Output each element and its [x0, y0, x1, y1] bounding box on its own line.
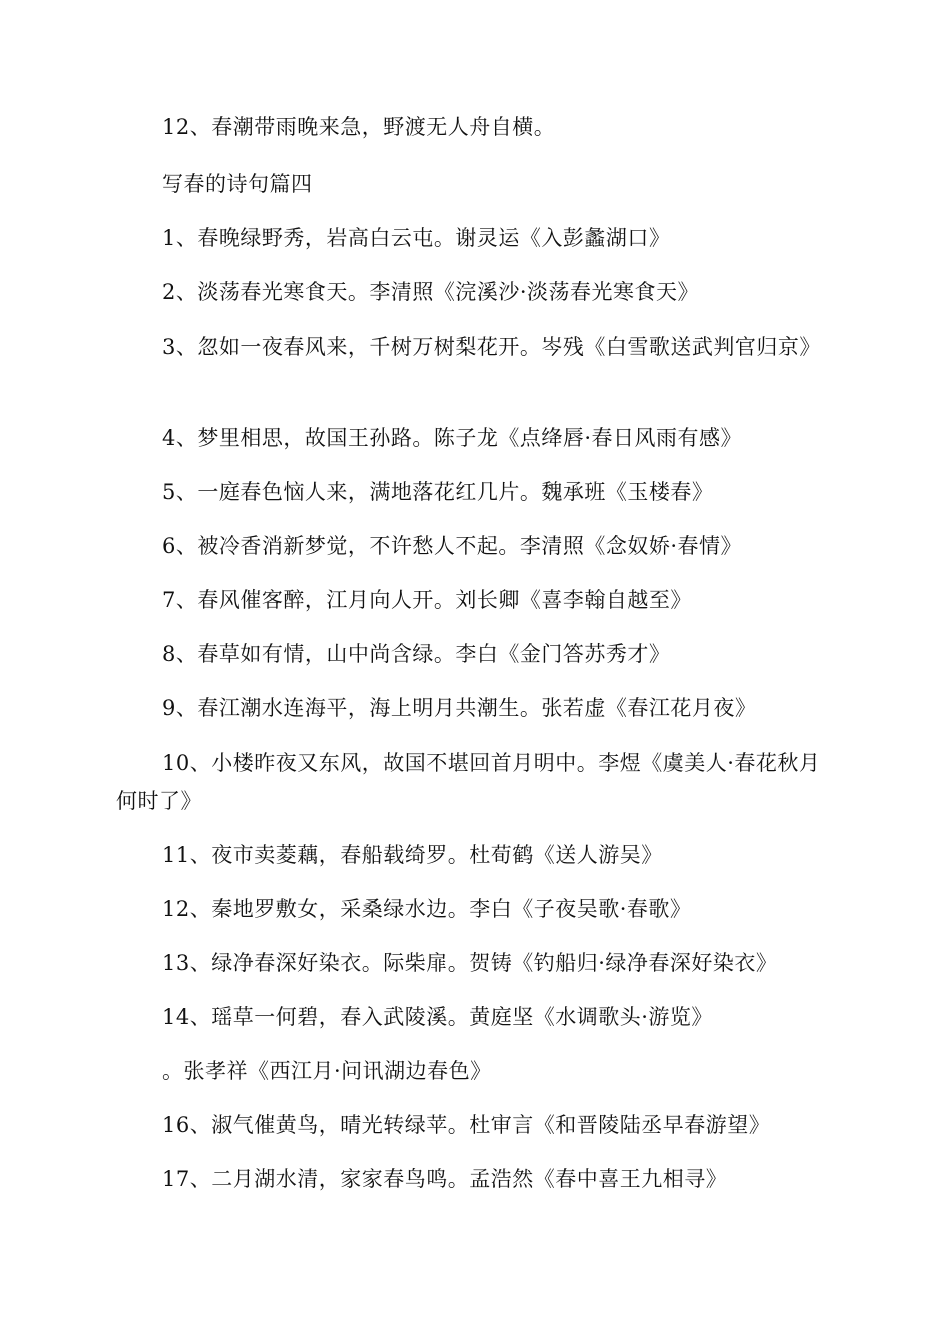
poem-line-16: 16、淑气催黄鸟，晴光转绿苹。杜审言《和晋陵陆丞早春游望》: [162, 1113, 771, 1137]
poem-line-10: 10、小楼昨夜又东风，故国不堪回首月明中。李煜《虞美人·春花秋月何时了》: [116, 751, 821, 813]
poem-line-4: 4、梦里相思，故国王孙路。陈子龙《点绛唇·春日风雨有感》: [162, 426, 743, 450]
poem-line-12: 12、秦地罗敷女，采桑绿水边。李白《子夜吴歌·春歌》: [162, 897, 692, 921]
poem-line-17: 17、二月湖水清，家家春鸟鸣。孟浩然《春中喜王九相寻》: [162, 1167, 728, 1191]
poem-line-8: 8、春草如有情，山中尚含绿。李白《金门答苏秀才》: [162, 642, 671, 666]
poem-line-6: 6、被冷香消新梦觉，不许愁人不起。李清照《念奴娇·春情》: [162, 534, 743, 558]
poem-line-5: 5、一庭春色恼人来，满地落花红几片。魏承班《玉楼春》: [162, 480, 714, 504]
poem-line-7: 7、春风催客醉，江月向人开。刘长卿《喜李翰自越至》: [162, 588, 692, 612]
poem-line-15: 。张孝祥《西江月·问讯湖边春色》: [162, 1059, 492, 1083]
poem-line-9: 9、春江潮水连海平，海上明月共潮生。张若虚《春江花月夜》: [162, 696, 757, 720]
poem-line-13: 13、绿净春深好染衣。际柴扉。贺铸《钓船归·绿净春深好染衣》: [162, 951, 778, 975]
poem-line-12-prev: 12、春潮带雨晚来急，野渡无人舟自横。: [162, 115, 556, 139]
poem-line-1: 1、春晚绿野秀，岩高白云屯。谢灵运《入彭蠡湖口》: [162, 226, 671, 250]
poem-line-14: 14、瑶草一何碧，春入武陵溪。黄庭坚《水调歌头·游览》: [162, 1005, 713, 1029]
section-heading: 写春的诗句篇四: [162, 172, 313, 196]
poem-line-2: 2、淡荡春光寒食天。李清照《浣溪沙·淡荡春光寒食天》: [162, 280, 700, 304]
poem-line-11: 11、夜市卖菱藕，春船载绮罗。杜荀鹤《送人游吴》: [162, 843, 663, 867]
poem-line-3: 3、忽如一夜春风来，千树万树梨花开。岑残《白雪歌送武判官归京》: [162, 335, 821, 359]
